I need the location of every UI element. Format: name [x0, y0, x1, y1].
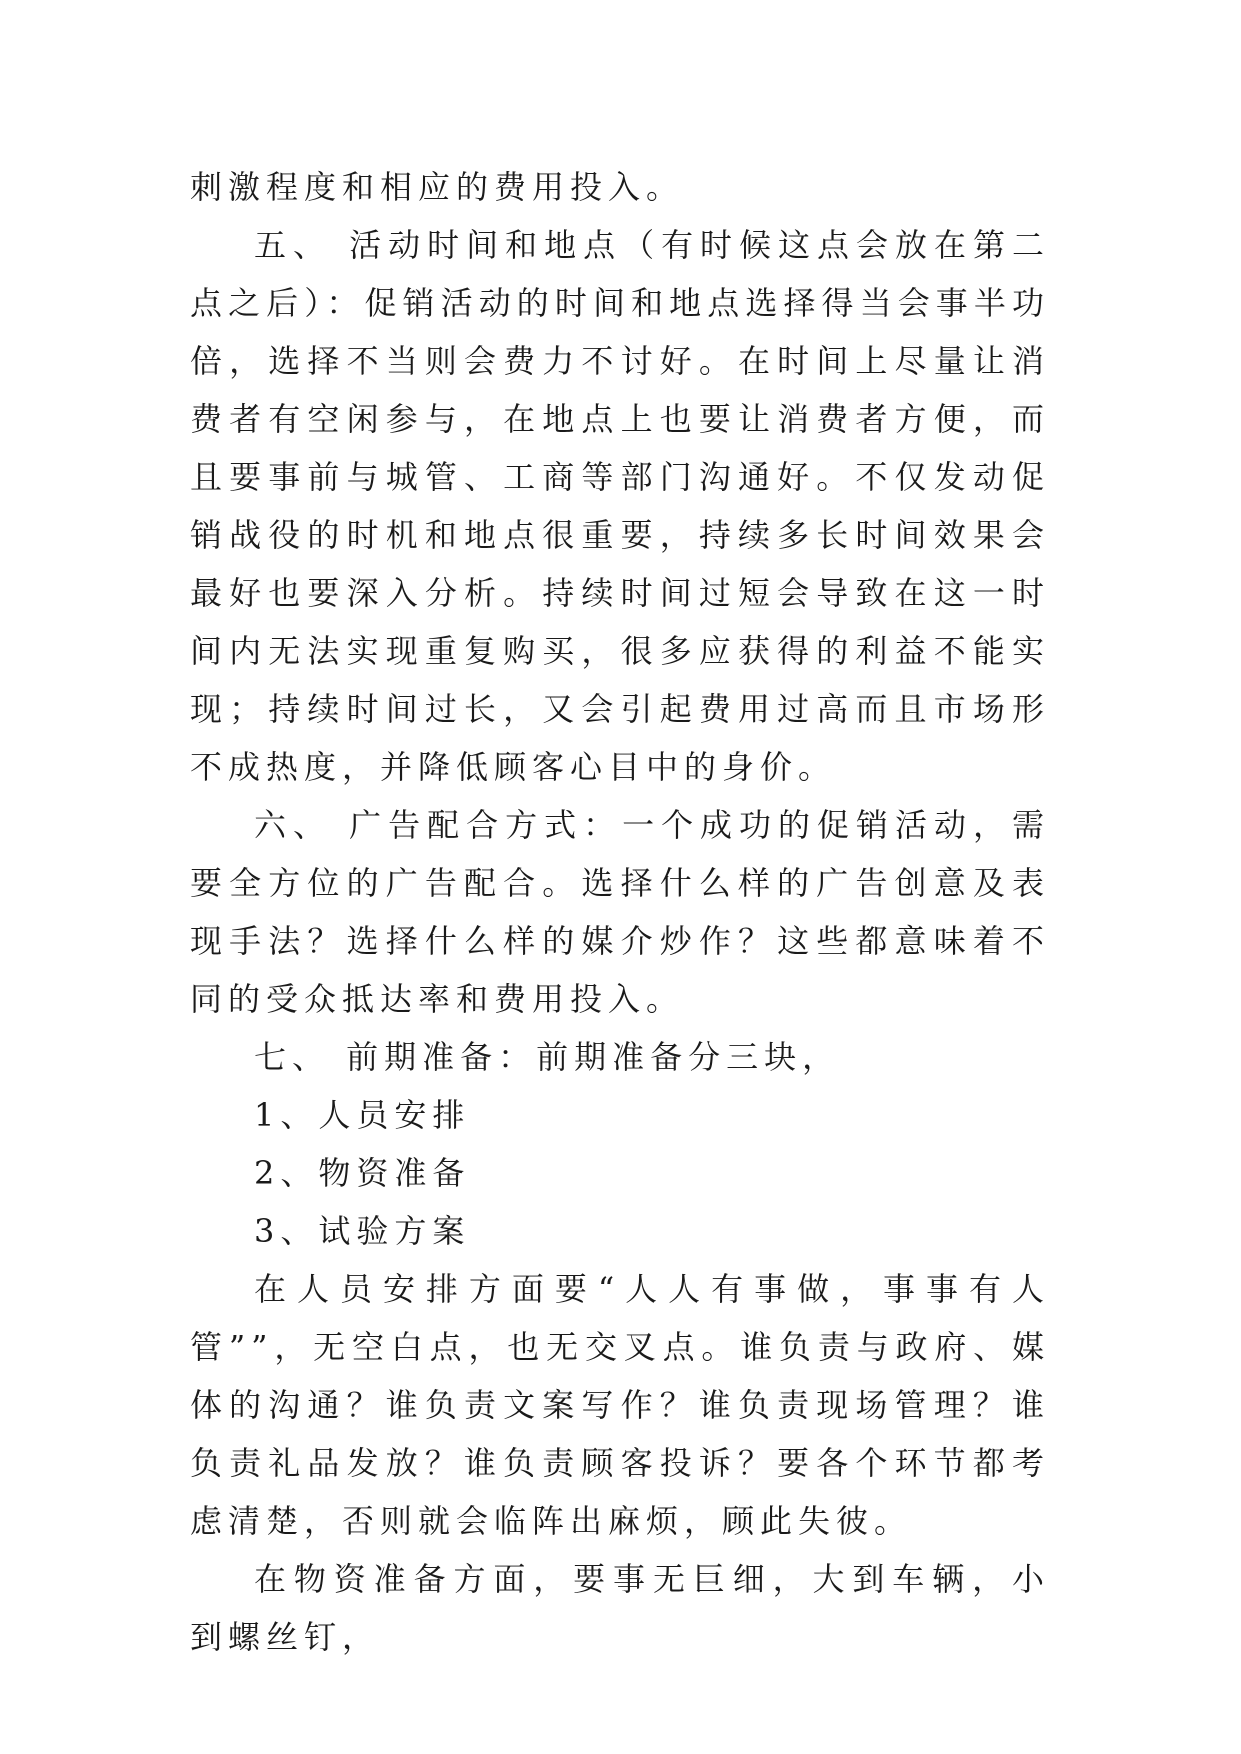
- paragraph-section-six: 六、 广告配合方式：一个成功的促销活动，需要全方位的广告配合。选择什么样的广告创意及表现手法？选择什么样的媒介炒作？这些都意味着不同的受众抵达率和费用投入。: [190, 806, 1050, 1018]
- list-item-personnel: 1、人员安排: [254, 1096, 471, 1134]
- list-item-trial-plan: 3、试验方案: [254, 1212, 471, 1250]
- paragraph-section-five: 五、 活动时间和地点（有时候这点会放在第二点之后）：促销活动的时间和地点选择得当会事半功倍，选择不当则会费力不讨好。在时间上尽量让消费者有空闲参与，在地点上也要让消费者方便，而且要事前与城管、工商等部门沟通好。不仅发动促销战役的时机和地点很重要，持续多长时间效果会最好也要深入分析。持续时间过短会导致在这一时间内无法实现重复购买，很多应获得的利益不能实现；持续时间过长，又会引起费用过高而且市场形不成热度，并降低顾客心目中的身价。: [190, 226, 1050, 786]
- list-item-materials: 2、物资准备: [254, 1154, 471, 1192]
- paragraph-material-preparation: 在物资准备方面，要事无巨细，大到车辆，小到螺丝钉，: [190, 1560, 1050, 1656]
- document-body: [190, 158, 1050, 1666]
- paragraph-personnel-arrangement: 在人员安排方面要“人人有事做，事事有人管””，无空白点，也无交叉点。谁负责与政府、媒体的沟通？谁负责文案写作？谁负责现场管理？谁负责礼品发放？谁负责顾客投诉？要各个环节都考虑清楚，否则就会临阵出麻烦，顾此失彼。: [190, 1270, 1050, 1540]
- paragraph-continuation: 刺激程度和相应的费用投入。: [190, 168, 685, 206]
- paragraph-section-seven: 七、 前期准备：前期准备分三块，: [254, 1038, 841, 1076]
